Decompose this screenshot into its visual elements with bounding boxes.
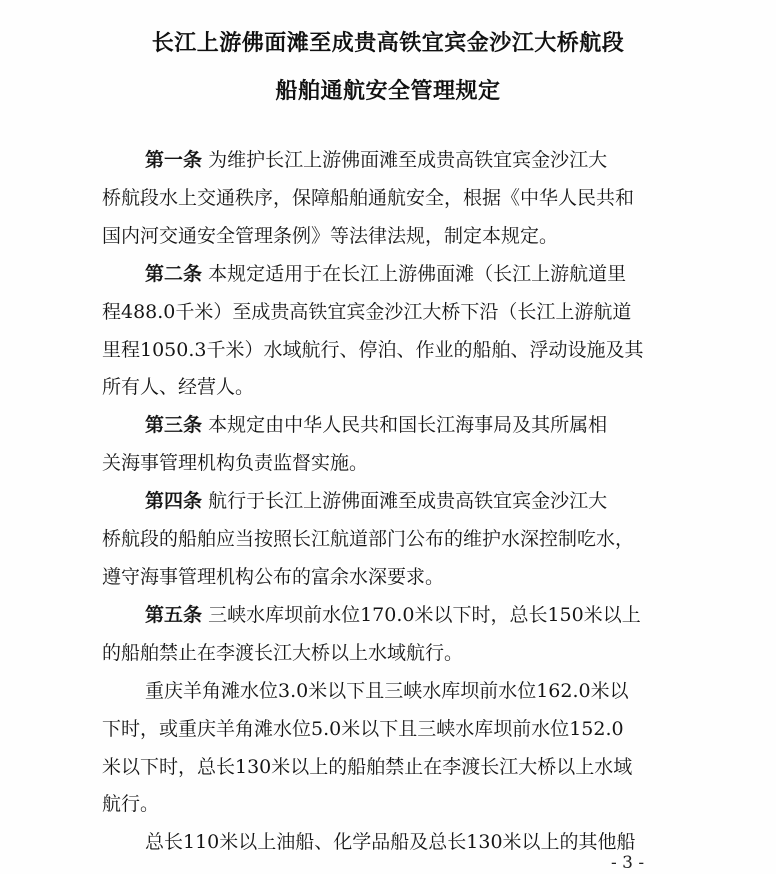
line-text: 本规定由中华人民共和国长江海事局及其所属相 (208, 414, 608, 436)
paragraph-line (102, 224, 682, 248)
article-label: 第一条 (145, 149, 203, 171)
document-title-line-2: 船舶通航安全管理规定 (275, 79, 501, 104)
line-text: 里程1050.3千米）水域航行、停泊、作业的船舶、浮动设施及其 (102, 339, 644, 361)
line-text: 遵守海事管理机构公布的富余水深要求。 (102, 566, 445, 588)
page-number: - 3 - (611, 853, 645, 873)
line-text: 下时，或重庆羊角滩水位5.0米以下且三峡水库坝前水位152.0 (102, 718, 624, 740)
paragraph-line (102, 186, 682, 210)
line-text: 本规定适用于在长江上游佛面滩（长江上游航道里 (208, 263, 627, 285)
paragraph-line (102, 792, 682, 816)
line-text: 的船舶禁止在李渡长江大桥以上水域航行。 (102, 642, 464, 664)
paragraph-line (102, 527, 682, 551)
document-title-line-1: 长江上游佛面滩至成贵高铁宜宾金沙江大桥航段 (151, 31, 625, 56)
line-text: 关海事管理机构负责监督实施。 (102, 452, 369, 474)
line-text: 为维护长江上游佛面滩至成贵高铁宜宾金沙江大 (208, 149, 608, 171)
line-text: 总长110米以上油船、化学品船及总长130米以上的其他船 (145, 831, 636, 853)
paragraph-line (102, 565, 682, 589)
article-label: 第二条 (145, 263, 203, 285)
line-text: 三峡水库坝前水位170.0米以下时，总长150米以上 (208, 604, 641, 626)
line-text: 国内河交通安全管理条例》等法律法规，制定本规定。 (102, 225, 559, 247)
line-text: 航行。 (102, 793, 160, 815)
paragraph-line (145, 489, 725, 513)
article-label: 第四条 (145, 490, 203, 512)
paragraph-line (102, 338, 682, 362)
paragraph-line (102, 375, 682, 399)
line-text: 程488.0千米）至成贵高铁宜宾金沙江大桥下沿（长江上游航道 (102, 301, 632, 323)
line-text: 所有人、经营人。 (102, 376, 255, 398)
line-text: 重庆羊角滩水位3.0米以下且三峡水库坝前水位162.0米以 (145, 680, 629, 702)
paragraph-line (145, 413, 725, 437)
line-text: 桥航段水上交通秩序，保障船舶通航安全，根据《中华人民共和 (102, 187, 635, 209)
article-label: 第三条 (145, 414, 203, 436)
paragraph-line (145, 262, 725, 286)
paragraph-line (102, 451, 682, 475)
paragraph-line (145, 148, 725, 172)
paragraph-line (102, 641, 682, 665)
paragraph-line (102, 300, 682, 324)
line-text: 桥航段的船舶应当按照长江航道部门公布的维护水深控制吃水， (102, 528, 635, 550)
line-text: 航行于长江上游佛面滩至成贵高铁宜宾金沙江大 (208, 490, 608, 512)
paragraph-line (102, 717, 682, 741)
line-text: 米以下时，总长130米以上的船舶禁止在李渡长江大桥以上水域 (102, 756, 633, 778)
paragraph-line (102, 755, 682, 779)
article-label: 第五条 (145, 604, 203, 626)
paragraph-line (145, 830, 725, 854)
paragraph-line (145, 603, 725, 627)
paragraph-line (145, 679, 725, 703)
